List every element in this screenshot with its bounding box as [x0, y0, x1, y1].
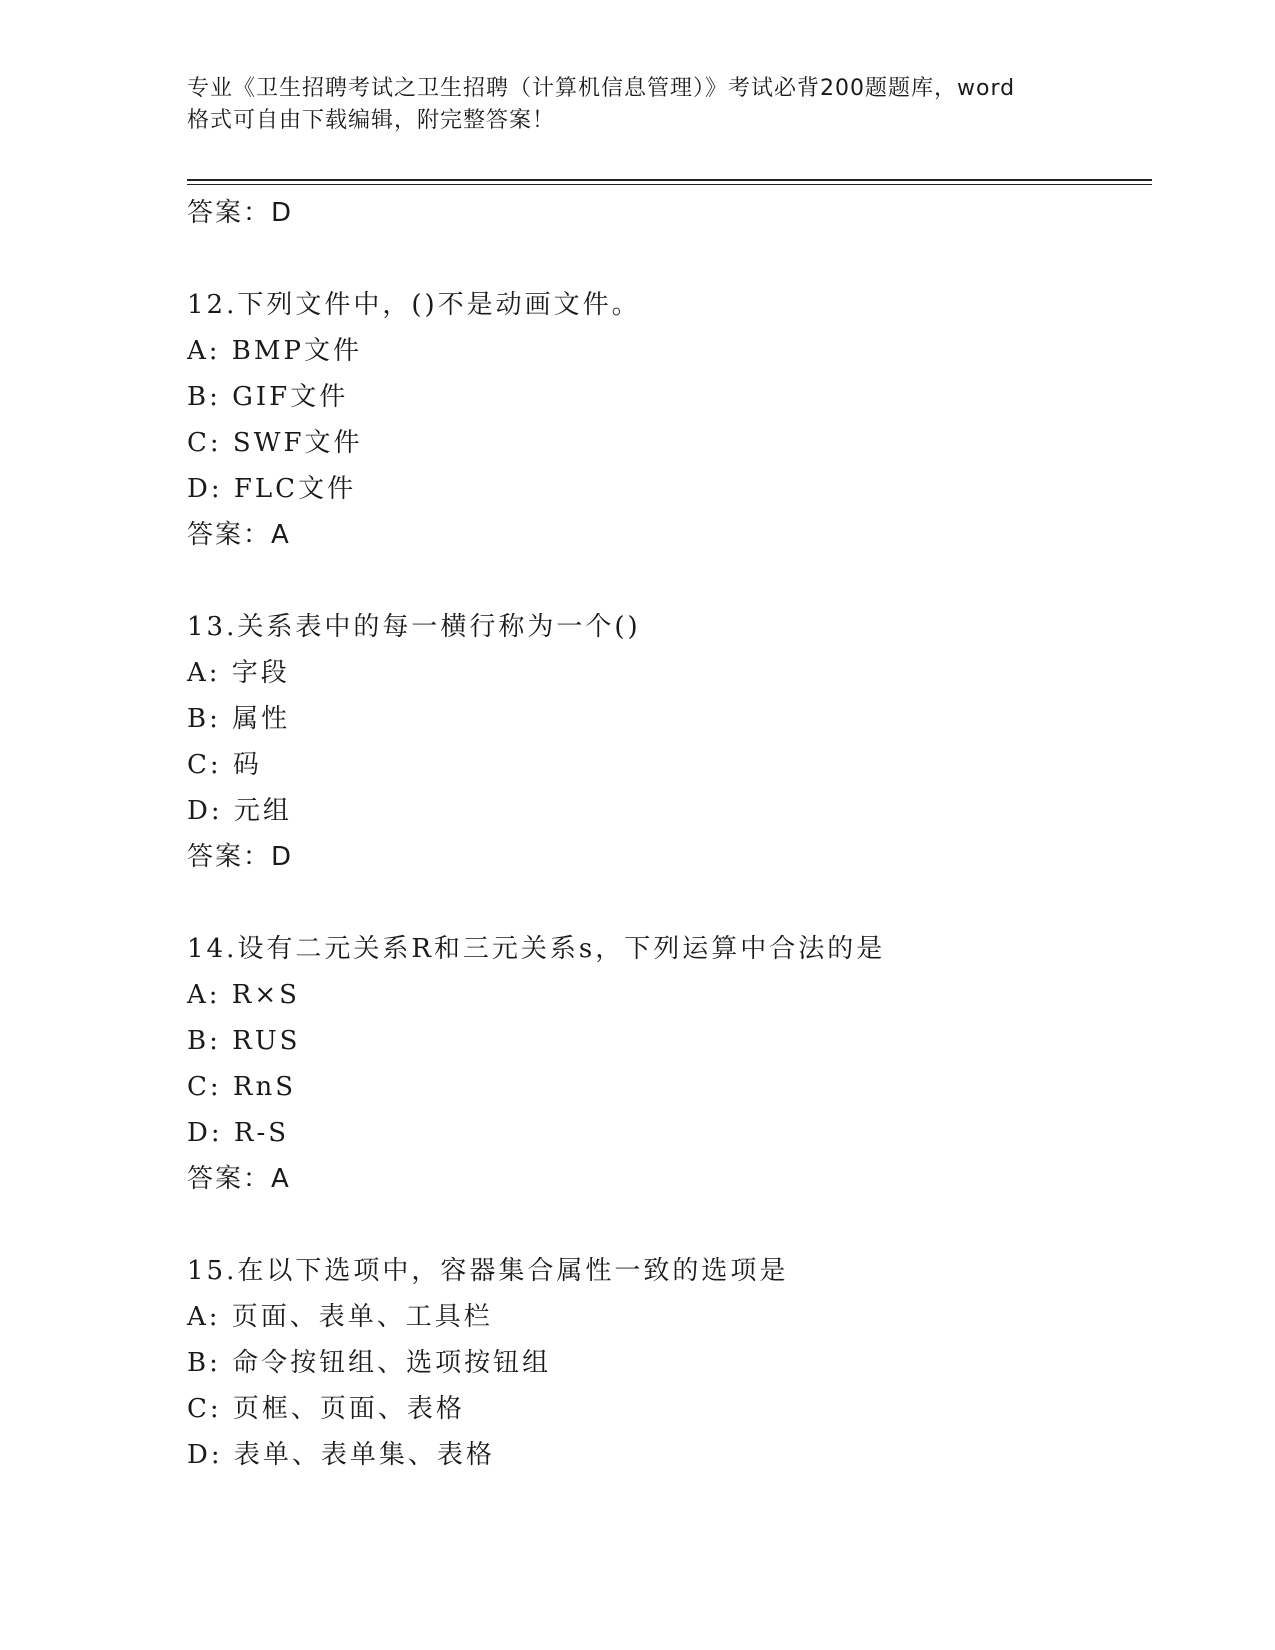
- option-c: C: SWF文件: [187, 428, 363, 458]
- option-d: D: FLC文件: [187, 474, 357, 504]
- option-d: D: R-S: [187, 1118, 290, 1148]
- question-13: [187, 604, 1147, 880]
- question-12: [187, 282, 1147, 558]
- answer-line: 答案：A: [187, 1164, 291, 1194]
- document-body: [187, 190, 1147, 1478]
- option-b: B: 命令按钮组、选项按钮组: [187, 1348, 552, 1378]
- option-a: A: BMP文件: [187, 336, 363, 366]
- answer-line: 答案：A: [187, 520, 291, 550]
- header-divider-thick: [187, 179, 1152, 181]
- header-line-1: 专业《卫生招聘考试之卫生招聘（计算机信息管理）》考试必背200题题库，word: [187, 76, 1016, 101]
- option-c: C: RnS: [187, 1072, 297, 1102]
- option-c: C: 码: [187, 750, 262, 780]
- option-d: D: 元组: [187, 796, 292, 826]
- option-a: A: R×S: [187, 980, 300, 1010]
- question-text: 12.下列文件中，()不是动画文件。: [187, 290, 641, 320]
- option-c: C: 页框、页面、表格: [187, 1394, 465, 1424]
- header-divider-thin: [187, 184, 1152, 185]
- question-text: 14.设有二元关系R和三元关系s，下列运算中合法的是: [187, 934, 886, 964]
- option-b: B: GIF文件: [187, 382, 349, 412]
- question-text: 15.在以下选项中，容器集合属性一致的选项是: [187, 1256, 789, 1286]
- question-15: [187, 1248, 1147, 1478]
- document-header: [187, 73, 1087, 137]
- option-a: A: 页面、表单、工具栏: [187, 1302, 493, 1332]
- answer-line: 答案：D: [187, 842, 294, 872]
- header-line-2: 格式可自由下载编辑，附完整答案！: [187, 108, 556, 133]
- option-b: B: 属性: [187, 704, 291, 734]
- question-14: [187, 926, 1147, 1202]
- question-text: 13.关系表中的每一横行称为一个(): [187, 612, 641, 642]
- option-b: B: RUS: [187, 1026, 301, 1056]
- option-a: A: 字段: [187, 658, 290, 688]
- option-d: D: 表单、表单集、表格: [187, 1440, 495, 1470]
- answer-line: 答案：D: [187, 198, 294, 228]
